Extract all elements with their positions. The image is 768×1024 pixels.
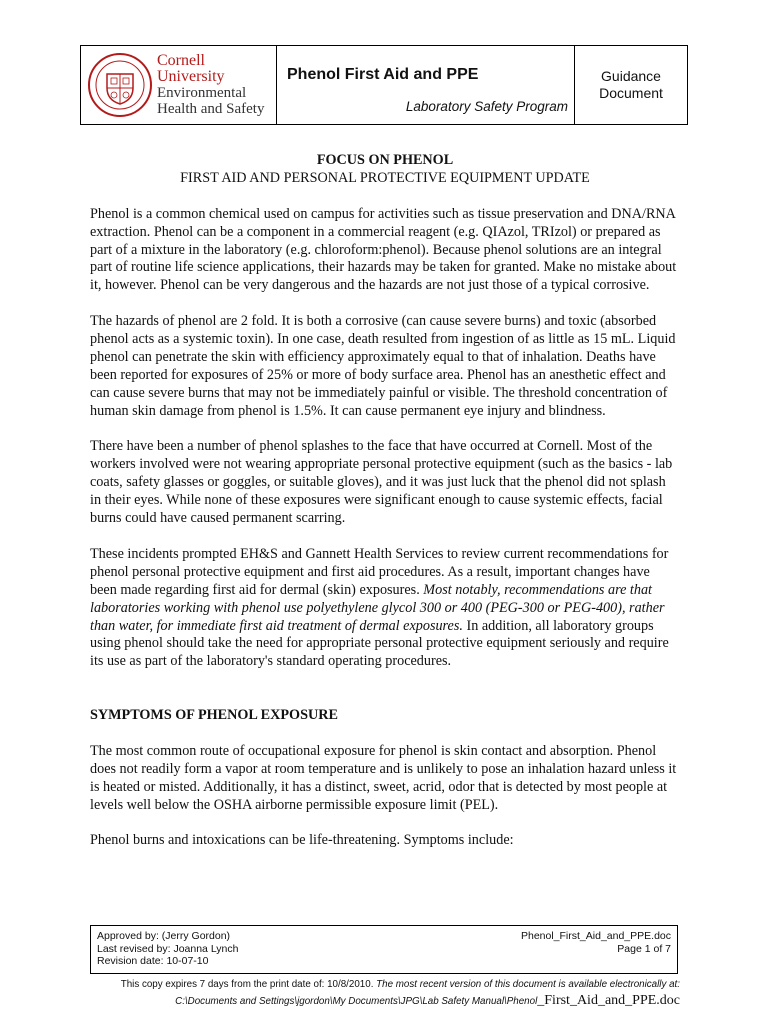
section-heading-symptoms: SYMPTOMS OF PHENOL EXPOSURE	[90, 707, 338, 723]
recommendations-emphasis: Most notably, recommendations are that laboratories working with phenol use polyethylene glycol 300 or 400 (PEG-300 or PEG-400), rather than water, for immediate first aid treatment of dermal exposures.	[90, 581, 665, 634]
footer-right	[521, 930, 671, 955]
logo-text	[157, 53, 276, 117]
document-footer	[90, 925, 678, 974]
last-revised-by: Last revised by: Joanna Lynch	[97, 942, 239, 955]
paragraph-recommendations	[90, 546, 680, 671]
approved-by: Approved by: (Jerry Gordon)	[97, 930, 231, 942]
paragraph-exposure-route: The most common route of occupational exposure for phenol is skin contact and absorption. Phenol does not readily form a vapor at room temperature and is unlikely to pose an inhalation hazard unless it is heated or misted. Additionally, it has a distinct, sweet, acrid, odor that is detected by most people at levels well below the OSHA airborne permissible exposure limit (PEL).	[90, 742, 677, 813]
revision-date: Revision date: 10-07-10	[97, 955, 209, 967]
file-path-name: _First_Aid_and_PPE.doc	[537, 993, 680, 1008]
heading-update: FIRST AID AND PERSONAL PROTECTIVE EQUIPMENT UPDATE	[180, 169, 590, 186]
cornell-seal-icon	[87, 52, 153, 118]
doc-type-line1: Guidance	[601, 68, 661, 84]
copy-expiry-note	[90, 978, 680, 991]
document-body	[90, 152, 680, 850]
logo-university: Cornell University	[157, 52, 225, 85]
file-path-dir: C:\Documents and Settings\jgordon\My Documents\JPG\Lab Safety Manual\Phenol	[175, 996, 538, 1007]
paragraph-symptoms: Phenol burns and intoxications can be life-threatening. Symptoms include:	[90, 832, 514, 849]
doc-type-cell	[575, 46, 687, 124]
title-cell	[277, 46, 575, 124]
copy-expiry-text: This copy expires 7 days from the print date of: 10/8/2010.	[120, 979, 377, 990]
copy-availability-text: The most recent version of this document is available electronically at:	[376, 979, 680, 990]
logo-cell	[81, 46, 277, 124]
paragraph-intro: Phenol is a common chemical used on campus for activities such as tissue preservation and DNA/RNA extraction. Phenol can be a component in a commercial reagent (e.g. QIAzol, TRIzol) or prepared as part of a mixture in the laboratory (e.g. chloroform:phenol). Because phenol solutions are an integral part of routine life science applications, their hazards may be taken for granted. Make no mistake about it, however. Phenol can be very dangerous and the hazards are not just those of a typical corrosive.	[90, 205, 677, 294]
document-header	[80, 45, 688, 125]
file-name: Phenol_First_Aid_and_PPE.doc	[520, 930, 671, 942]
doc-type-line2: Document	[599, 85, 663, 101]
file-path	[90, 993, 680, 1009]
heading-focus: FOCUS ON PHENOL	[316, 152, 454, 168]
recommendations-text: These incidents prompted EH&S and Gannett Health Services to review current recommendations for phenol personal protective equipment and first aid procedures. As a result, important changes have been made regarding first aid for dermal (skin) exposures.	[90, 545, 669, 598]
program-name: Laboratory Safety Program	[405, 99, 568, 114]
logo-health-safety: Health and Safety	[157, 101, 265, 117]
document-title: Phenol First Aid and PPE	[287, 66, 479, 83]
footer-left	[97, 930, 238, 968]
recommendations-tail: In addition, all laboratory groups using phenol should take the need for appropriate personal protective equipment seriously and require its use as part of the laboratory's standard operating procedures.	[90, 617, 669, 670]
paragraph-hazards: The hazards of phenol are 2 fold. It is both a corrosive (can cause severe burns) and toxic (absorbed phenol acts as a systemic toxin). In one case, death resulted from ingestion of as little as 15 mL. Liquid phenol can penetrate the skin with efficiency approximately equal to that of inhalation. Deaths have been reported for exposures of 25% or more of body surface area. Phenol has an anesthetic effect and can cause severe burns that may not be immediately painful or visible. The threshold concentration of human skin damage from phenol is 1.5%. It can cause permanent eye injury and blindness.	[90, 313, 676, 419]
logo-environmental: Environmental	[157, 85, 247, 101]
paragraph-incidents: There have been a number of phenol splashes to the face that have occurred at Cornell. Most of the workers involved were not wearing appropriate personal protective equipment (such as the basics - lab coats, safety glasses or goggles, or suitable gloves), and it was just luck that the phenol did not splash in their eyes. While none of these exposures were significant enough to cause systemic effects, facial burns could have caused permanent scarring.	[90, 438, 673, 527]
page-number: Page 1 of 7	[617, 942, 671, 955]
